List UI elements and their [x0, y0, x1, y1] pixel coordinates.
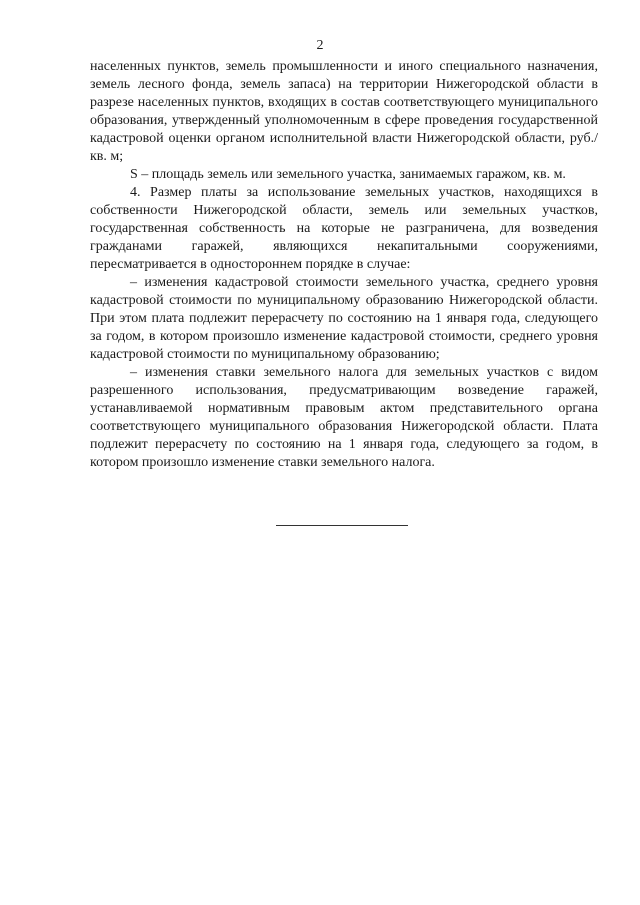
- paragraph-tax-rate-change: – изменения ставки земельного налога для земельных участков с видом разрешенного использования, предусматривающим возведение гаражей, устанавливаемой нормативным правовым актом представительного органа соответствующего муниципального образования Нижегородской области. Плата подлежит перерасчету по состоянию на 1 января года, следующего за годом, в котором произошло изменение ставки земельного налога.: [90, 365, 598, 470]
- end-separator-line: [276, 525, 408, 526]
- page-number: 2: [316, 38, 324, 53]
- paragraph-item-4: 4. Размер платы за использование земельных участков, находящихся в собственности Нижегородской области, земель или земельных участков, государственная собственность на которые не разграничена, для возведения гражданами гаражей, являющихся некапитальными сооружениями, пересматривается в одностороннем порядке в случае:: [90, 185, 598, 272]
- paragraph-s-definition: S – площадь земель или земельного участка, занимаемых гаражом, кв. м.: [130, 167, 566, 182]
- paragraph-cadastral-change: – изменения кадастровой стоимости земельного участка, среднего уровня кадастровой стоимости по муниципальному образованию Нижегородской области. При этом плата подлежит перерасчету по состоянию на 1 января года, следующего за годом, в котором произошло изменение кадастровой стоимости, среднего уровня кадастровой стоимости по муниципальному образованию;: [90, 275, 598, 362]
- paragraph-continuation: населенных пунктов, земель промышленности и иного специального назначения, земель лесного фонда, земель запаса) на территории Нижегородской области в разрезе населенных пунктов, входящих в состав соответствующего муниципального образования, утвержденный уполномоченным в сфере проведения государственной кадастровой оценки органом исполнительной власти Нижегородской области, руб./кв. м;: [90, 59, 598, 164]
- document-body: [90, 58, 598, 472]
